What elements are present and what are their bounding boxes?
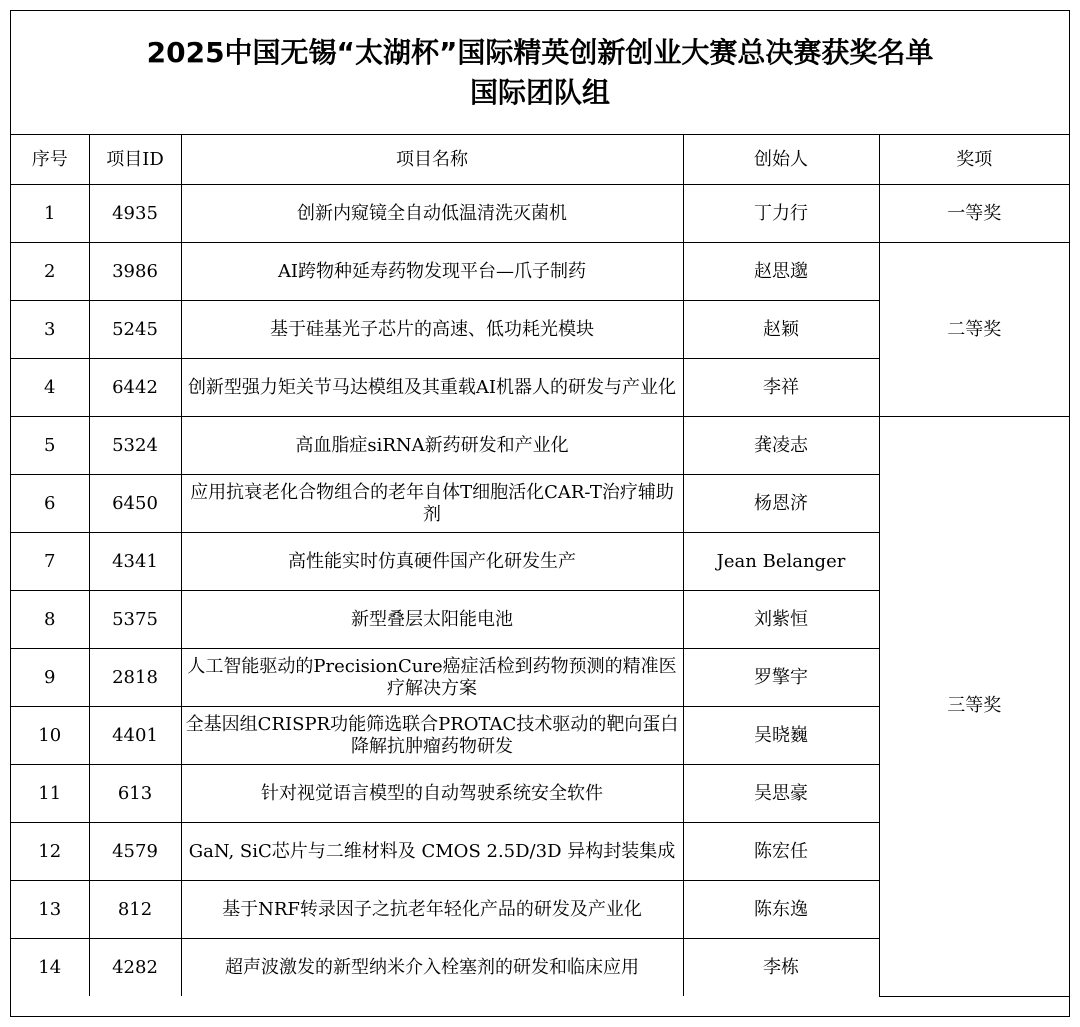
- header-row: [11, 135, 1069, 185]
- cell-seq: 14: [11, 939, 89, 997]
- cell-project-id: 4341: [89, 533, 181, 591]
- cell-seq: 12: [11, 823, 89, 881]
- cell-project-name: 超声波激发的新型纳米介入栓塞剂的研发和临床应用: [181, 939, 683, 997]
- cell-project-name: 人工智能驱动的PrecisionCure癌症活检到药物预测的精准医疗解决方案: [181, 649, 683, 707]
- cell-project-id: 613: [89, 765, 181, 823]
- cell-founder: 陈宏任: [683, 823, 879, 881]
- header-seq: 序号: [11, 135, 89, 185]
- header-project-name: 项目名称: [181, 135, 683, 185]
- title-line-2: 国际团队组: [469, 75, 610, 109]
- cell-project-name: 全基因组CRISPR功能筛选联合PROTAC技术驱动的靶向蛋白降解抗肿瘤药物研发: [181, 707, 683, 765]
- cell-founder: 丁力行: [683, 185, 879, 243]
- cell-seq: 13: [11, 881, 89, 939]
- cell-project-name: AI跨物种延寿药物发现平台—爪子制药: [181, 243, 683, 301]
- cell-project-name: 高性能实时仿真硬件国产化研发生产: [181, 533, 683, 591]
- cell-project-name: 创新内窥镜全自动低温清洗灭菌机: [181, 185, 683, 243]
- table-row: [11, 243, 1069, 301]
- cell-project-id: 6450: [89, 475, 181, 533]
- cell-founder: 陈东逸: [683, 881, 879, 939]
- cell-seq: 1: [11, 185, 89, 243]
- cell-founder: 杨恩济: [683, 475, 879, 533]
- cell-project-name: 新型叠层太阳能电池: [181, 591, 683, 649]
- cell-project-name: 基于NRF转录因子之抗老年轻化产品的研发及产业化: [181, 881, 683, 939]
- cell-seq: 4: [11, 359, 89, 417]
- cell-founder: 李栋: [683, 939, 879, 997]
- cell-project-name: 创新型强力矩关节马达模组及其重载AI机器人的研发与产业化: [181, 359, 683, 417]
- cell-founder: 李祥: [683, 359, 879, 417]
- cell-seq: 3: [11, 301, 89, 359]
- cell-project-id: 4282: [89, 939, 181, 997]
- cell-project-name: GaN, SiC芯片与二维材料及 CMOS 2.5D/3D 异构封装集成: [181, 823, 683, 881]
- table-row: [11, 185, 1069, 243]
- cell-project-id: 5375: [89, 591, 181, 649]
- cell-project-id: 3986: [89, 243, 181, 301]
- cell-award-third: 三等奖: [879, 417, 1069, 997]
- cell-project-name: 高血脂症siRNA新药研发和产业化: [181, 417, 683, 475]
- cell-founder: 罗擎宇: [683, 649, 879, 707]
- cell-founder: 吴思豪: [683, 765, 879, 823]
- cell-project-id: 5324: [89, 417, 181, 475]
- cell-project-name: 基于硅基光子芯片的高速、低功耗光模块: [181, 301, 683, 359]
- cell-project-id: 812: [89, 881, 181, 939]
- cell-founder: 赵颖: [683, 301, 879, 359]
- cell-seq: 8: [11, 591, 89, 649]
- cell-project-name: 针对视觉语言模型的自动驾驶系统安全软件: [181, 765, 683, 823]
- cell-founder: 赵思邈: [683, 243, 879, 301]
- cell-founder: 龚凌志: [683, 417, 879, 475]
- award-table: [11, 135, 1069, 997]
- cell-seq: 6: [11, 475, 89, 533]
- cell-project-id: 2818: [89, 649, 181, 707]
- cell-seq: 5: [11, 417, 89, 475]
- cell-founder: 吴晓巍: [683, 707, 879, 765]
- title-line-1: 2025中国无锡“太湖杯”国际精英创新创业大赛总决赛获奖名单: [146, 35, 934, 69]
- cell-project-name: 应用抗衰老化合物组合的老年自体T细胞活化CAR-T治疗辅助剂: [181, 475, 683, 533]
- cell-project-id: 5245: [89, 301, 181, 359]
- header-award: 奖项: [879, 135, 1069, 185]
- cell-seq: 7: [11, 533, 89, 591]
- cell-seq: 11: [11, 765, 89, 823]
- header-founder: 创始人: [683, 135, 879, 185]
- cell-seq: 2: [11, 243, 89, 301]
- award-list-document: [10, 10, 1070, 1017]
- table-row: [11, 417, 1069, 475]
- cell-project-id: 4579: [89, 823, 181, 881]
- cell-award-first: 一等奖: [879, 185, 1069, 243]
- cell-project-id: 4401: [89, 707, 181, 765]
- document-title: [11, 11, 1069, 135]
- header-project-id: 项目ID: [89, 135, 181, 185]
- cell-founder: 刘紫恒: [683, 591, 879, 649]
- cell-project-id: 6442: [89, 359, 181, 417]
- cell-seq: 10: [11, 707, 89, 765]
- cell-founder: Jean Belanger: [683, 533, 879, 591]
- cell-award-second: 二等奖: [879, 243, 1069, 417]
- cell-project-id: 4935: [89, 185, 181, 243]
- cell-seq: 9: [11, 649, 89, 707]
